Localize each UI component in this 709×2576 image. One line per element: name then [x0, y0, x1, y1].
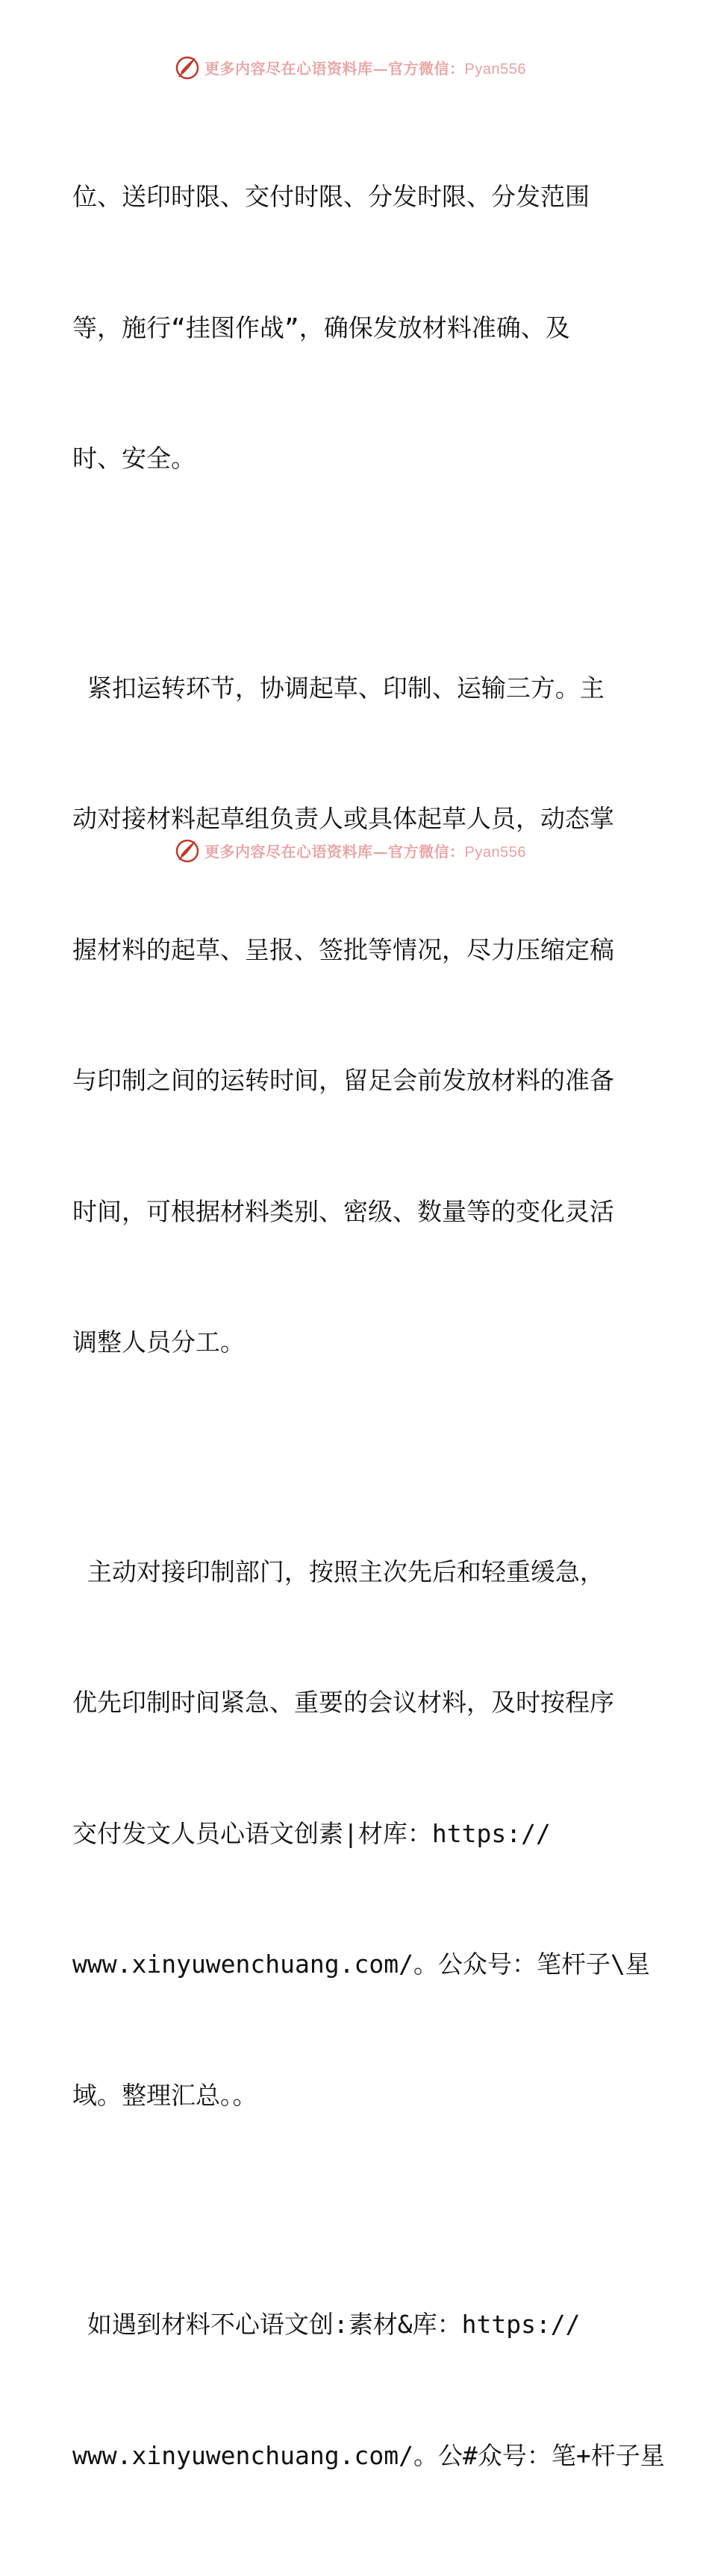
paragraph-2 — [72, 579, 640, 1452]
footer-banner-text — [204, 840, 526, 861]
brand-text: 更多内容尽在心语资料库 — [204, 842, 373, 861]
text-line: 动对接材料起草组负责人或具体起草人员，动态掌 — [72, 804, 614, 833]
footer-watermark — [175, 835, 526, 865]
text-line: 时、安全。 — [72, 444, 196, 473]
banner-separator: — — [372, 59, 388, 78]
text-line: 握材料的起草、呈报、签批等情况，尽力压缩定稿 — [72, 934, 614, 964]
header-banner-text — [204, 57, 526, 78]
text-line: 调整人员分工。 — [72, 1328, 245, 1357]
text-line: 主动对接印制部门，按照主次先后和轻重缓急， — [72, 1556, 605, 1586]
text-line: 交付发文人员心语文创素|材库：https:// — [72, 1818, 551, 1848]
text-line: 位、送印时限、交付时限、分发时限、分发范围 — [72, 182, 590, 211]
wechat-id: Pyan556 — [464, 844, 526, 861]
paragraph-1 — [72, 88, 640, 568]
wechat-label: 官方微信： — [388, 842, 465, 861]
header-watermark — [175, 52, 526, 82]
text-line: www.xinyuwenchuang.com/。公#众号：笔+杆子星 — [72, 2440, 665, 2470]
wechat-id: Pyan556 — [464, 60, 526, 78]
quill-pen-logo-icon — [175, 54, 200, 80]
text-line: 等，施行“挂图作战”，确保发放材料准确、及 — [72, 312, 570, 342]
text-line: www.xinyuwenchuang.com/。公众号：笔杆子\星 — [72, 1950, 650, 1979]
text-line: 优先印制时间紧急、重要的会议材料，及时按程序 — [72, 1688, 614, 1717]
banner-separator: — — [372, 842, 388, 861]
paragraph-3 — [72, 1463, 650, 2205]
brand-text: 更多内容尽在心语资料库 — [204, 59, 373, 78]
text-line: 与印制之间的运转时间，留足会前发放材料的准备 — [72, 1066, 614, 1095]
quill-pen-logo-icon — [175, 838, 200, 863]
wechat-label: 官方微信： — [388, 59, 465, 78]
document-body — [72, 88, 665, 2576]
text-line: 如遇到材料不心语文创:素材&库：https:// — [72, 2310, 581, 2339]
text-line: 紧扣运转环节，协调起草、印制、运输三方。主 — [72, 673, 605, 703]
paragraph-4 — [72, 2216, 665, 2565]
text-line: 时间，可根据材料类别、密级、数量等的变化灵活 — [72, 1196, 614, 1226]
text-line: 域。整理汇总。。 — [72, 2080, 257, 2110]
